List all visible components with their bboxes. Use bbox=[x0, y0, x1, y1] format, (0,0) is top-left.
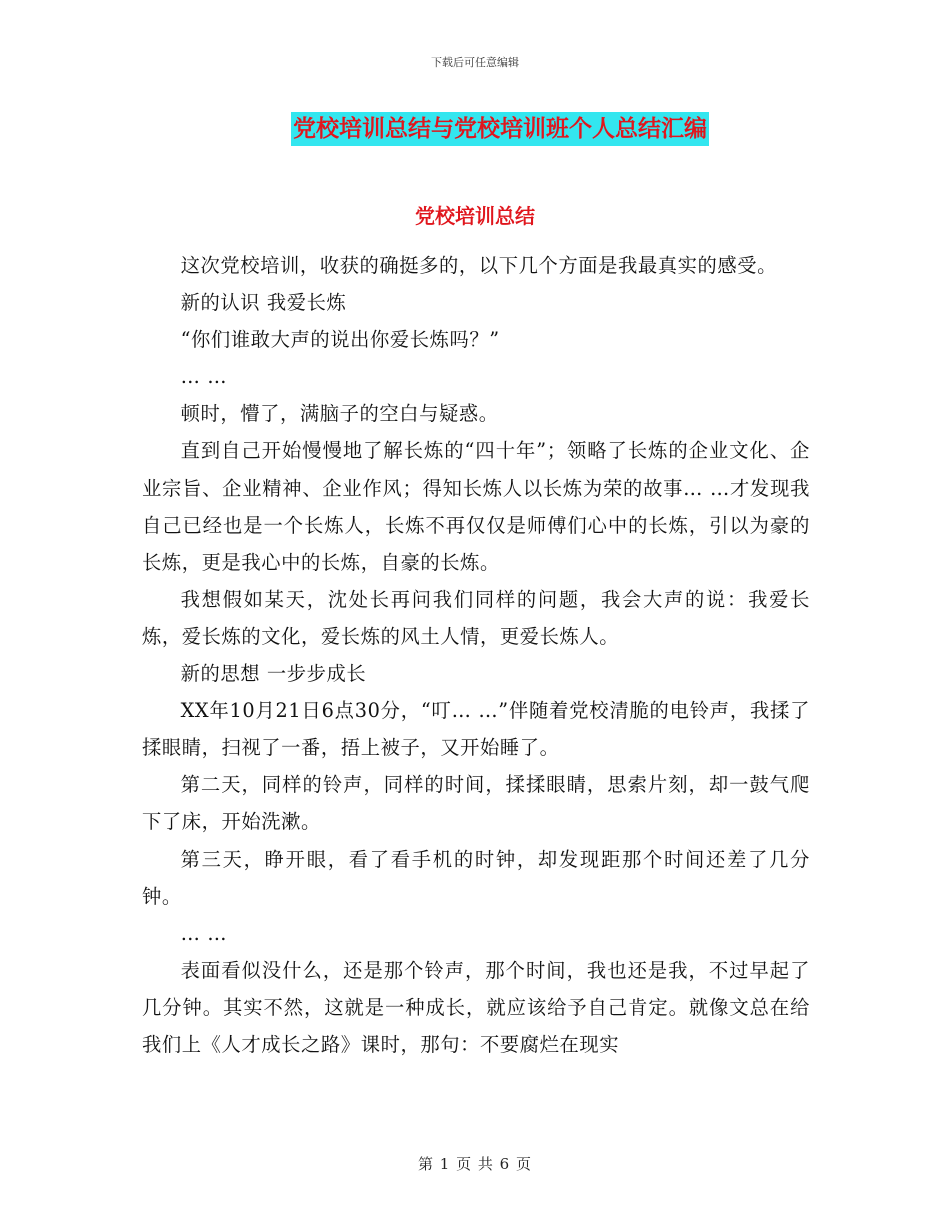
paragraph: 直到自己开始慢慢地了解长炼的“四十年”；领略了长炼的企业文化、企业宗旨、企业精神、企业作风；得知长炼人以长炼为荣的故事… …才发现我自己已经也是一个长炼人，长炼不再仅仅是师傅们心中的长炼，引以为豪的长炼，更是我心中的长炼，自豪的长炼。 bbox=[142, 439, 810, 574]
paragraph: XX年10月21日6点30分，“叮… …”伴随着党校清脆的电铃声，我揉了揉眼睛，扫视了一番，捂上被子，又开始睡了。 bbox=[142, 699, 810, 760]
paragraph: 第三天，睁开眼，看了看手机的时钟，却发现距那个时间还差了几分钟。 bbox=[142, 847, 810, 908]
paragraph: “你们谁敢大声的说出你爱长炼吗？” bbox=[180, 328, 500, 352]
paragraph: … … bbox=[180, 365, 228, 389]
paragraph: … … bbox=[180, 921, 228, 945]
paragraph: 新的认识 我爱长炼 bbox=[180, 291, 347, 315]
paragraph: 我想假如某天，沈处长再问我们同样的问题，我会大声的说：我爱长炼，爱长炼的文化，爱长炼的风土人情，更爱长炼人。 bbox=[142, 587, 810, 648]
paragraph: 第二天，同样的铃声，同样的时间，揉揉眼睛，思索片刻，却一鼓气爬下了床，开始洗漱。 bbox=[142, 773, 810, 834]
page-number: 第 1 页 共 6 页 bbox=[418, 1155, 532, 1173]
header-note: 下载后可任意编辑 bbox=[431, 56, 519, 69]
section-title: 党校培训总结 bbox=[415, 204, 535, 228]
main-title-container bbox=[0, 112, 950, 146]
paragraph: 新的思想 一步步成长 bbox=[180, 662, 367, 686]
paragraph: 这次党校培训，收获的确挺多的，以下几个方面是我最真实的感受。 bbox=[180, 254, 778, 277]
document-body bbox=[142, 247, 810, 1063]
paragraph: 顿时，懵了，满脑子的空白与疑惑。 bbox=[180, 402, 499, 426]
main-title: 党校培训总结与党校培训班个人总结汇编 bbox=[291, 112, 709, 146]
paragraph: 表面看似没什么，还是那个铃声，那个时间，我也还是我，不过早起了几分钟。其实不然，这就是一种成长，就应该给予自己肯定。就像文总在给我们上《人才成长之路》课时，那句：不要腐烂在现实 bbox=[142, 958, 810, 1056]
